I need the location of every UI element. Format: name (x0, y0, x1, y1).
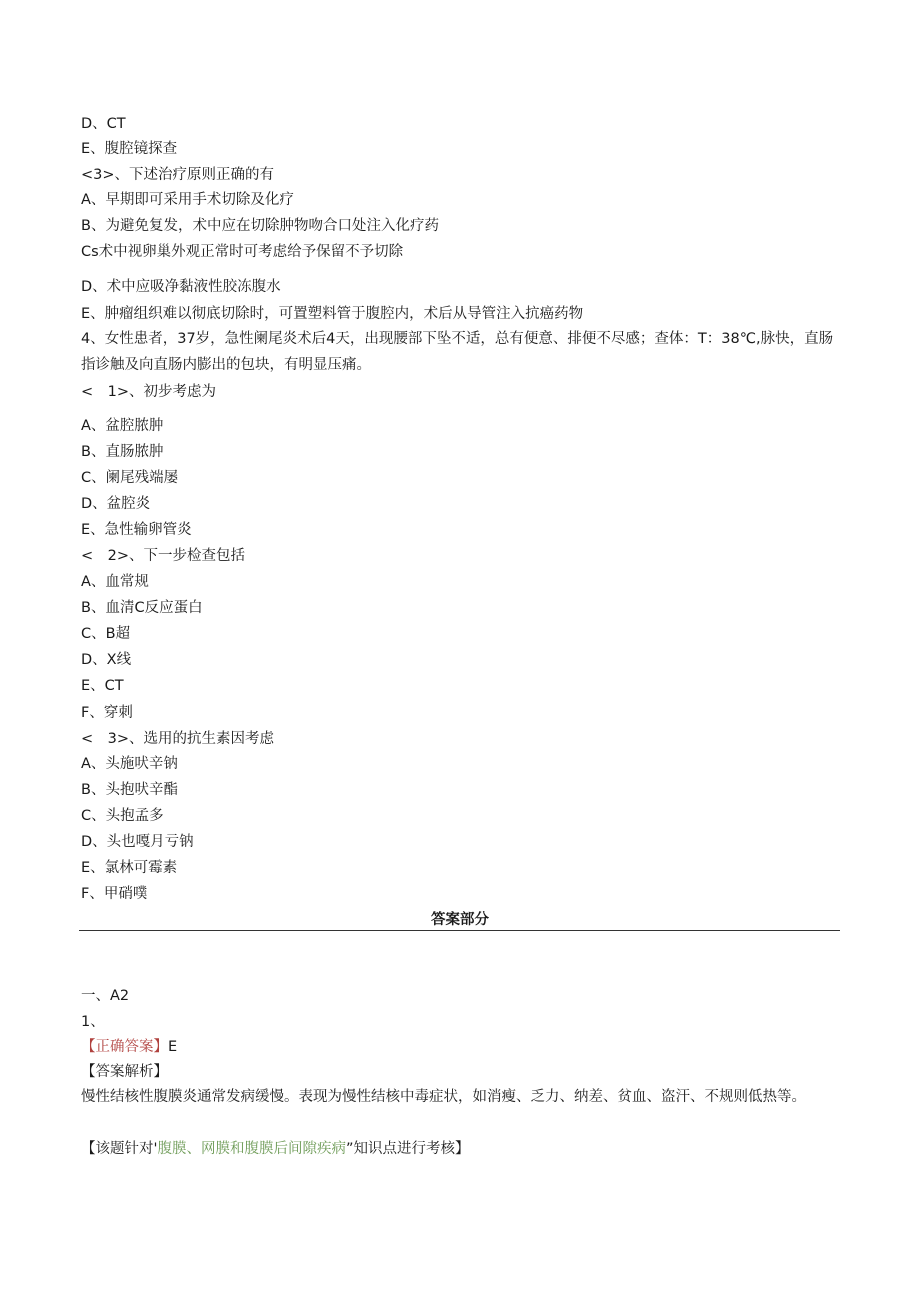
answer-item-number: 1、 (81, 1014, 105, 1030)
option-line: A、盆腔脓肿 (81, 418, 164, 434)
option-line: D、术中应吸净黏液性胶冻腹水 (81, 279, 281, 295)
option-line: C、阑尾残端屡 (81, 470, 179, 486)
option-line: B、头抱吠辛酯 (81, 782, 178, 798)
option-line: C、B超 (81, 626, 131, 642)
option-line: A、头施吠辛钠 (81, 756, 178, 772)
option-line: A、早期即可采用手术切除及化疗 (81, 192, 294, 208)
option-line: B、直肠脓肿 (81, 444, 164, 460)
correct-answer-label: 【正确答案】 (81, 1039, 168, 1055)
topic-link[interactable]: 腹膜、网膜和腹膜后间隙疾病 (157, 1141, 346, 1157)
correct-answer-value: E (168, 1039, 178, 1055)
answer-part-title: 一、A2 (81, 988, 130, 1004)
section-divider (79, 930, 840, 931)
question-stem: 4、女性患者，37岁，急性阑尾炎术后4天，出现腰部下坠不适，总有便意、排便不尽感；查体：T：38℃,脉快，直肠指诊触及向直肠内膨出的包块，有明显压痛。 (81, 331, 834, 373)
analysis-label: 【答案解析】 (81, 1064, 168, 1080)
sub-question-stem: < 1>、初步考虑为 (81, 384, 217, 400)
analysis-text: 慢性结核性腹膜炎通常发病缓慢。表现为慢性结核中毒症状，如消瘦、乏力、纳差、贫血、盗汗、不规则低热等。 (81, 1089, 806, 1105)
option-line: Cs术中视卵巢外观正常时可考虑给予保留不予切除 (81, 244, 404, 260)
topic-suffix: ”知识点进行考核】 (346, 1141, 470, 1157)
option-line: F、穿刺 (81, 705, 133, 721)
topic-prefix: 【该题针对' (81, 1141, 158, 1157)
option-line: E、腹腔镜探查 (81, 141, 178, 157)
answer-section-heading: 答案部分 (431, 912, 489, 928)
option-line: D、头也嘎月亏钠 (81, 834, 194, 850)
option-line: B、血清C反应蛋白 (81, 600, 203, 616)
option-line: F、甲硝噗 (81, 886, 148, 902)
option-line: E、CT (81, 678, 124, 694)
sub-question-stem: < 3>、选用的抗生素因考虑 (81, 731, 275, 747)
option-line: B、为避免复发，术中应在切除肿物吻合口处注入化疗药 (81, 218, 439, 234)
correct-answer-line (81, 1038, 177, 1056)
option-line: E、肿瘤组织难以彻底切除时，可置塑料管于腹腔内，术后从导管注入抗癌药物 (81, 306, 584, 322)
option-line: C、头抱孟多 (81, 808, 164, 824)
option-line: E、急性输卵管炎 (81, 522, 192, 538)
option-line: D、盆腔炎 (81, 496, 151, 512)
option-line: D、X线 (81, 652, 132, 668)
sub-question-stem: < 2>、下一步检查包括 (81, 548, 246, 564)
topic-line (81, 1140, 470, 1158)
option-line: A、血常规 (81, 574, 149, 590)
sub-question-stem: <3>、下述治疗原则正确的有 (81, 167, 275, 183)
option-line: D、CT (81, 116, 126, 132)
option-line: E、氯林可霉素 (81, 860, 178, 876)
